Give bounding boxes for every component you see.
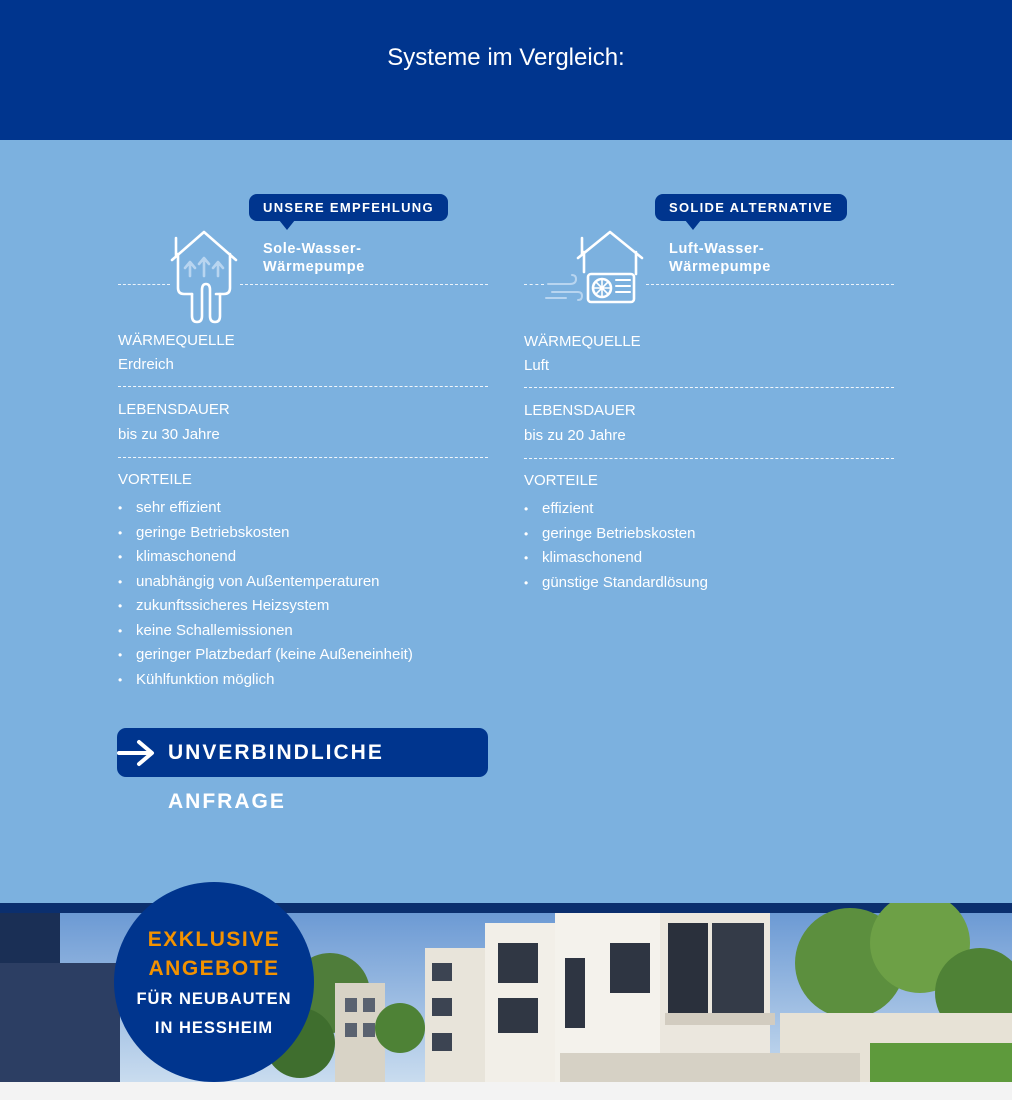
ground-heat-pump-house-icon bbox=[168, 228, 240, 335]
advantages-label: VORTEILE bbox=[118, 471, 192, 488]
list-item: • sehr effizient bbox=[118, 496, 413, 521]
list-item: • unabhängig von Außentemperaturen bbox=[118, 570, 413, 595]
air-heat-pump-house-icon bbox=[544, 228, 644, 313]
divider-dotted bbox=[524, 284, 544, 285]
list-item: • effizient bbox=[524, 497, 708, 522]
heat-source-label: WÄRMEQUELLE bbox=[524, 333, 641, 350]
promo-headline-line1: EXKLUSIVE bbox=[147, 928, 281, 951]
divider-dotted bbox=[118, 284, 170, 285]
page-title: Systeme im Vergleich: bbox=[387, 44, 625, 71]
divider-dotted bbox=[118, 457, 488, 458]
promo-subline-line2: IN HESSHEIM bbox=[154, 1019, 274, 1037]
list-item: • Kühlfunktion möglich bbox=[118, 668, 413, 693]
promo-badge[interactable] bbox=[114, 882, 314, 1082]
system-name: Luft-Wasser- Wärmepumpe bbox=[669, 241, 771, 275]
advantages-list bbox=[524, 497, 708, 595]
advantages-list bbox=[118, 496, 413, 692]
system-name: Sole-Wasser- Wärmepumpe bbox=[263, 241, 365, 275]
list-item: • zukunftssicheres Heizsystem bbox=[118, 594, 413, 619]
heat-source-value: Luft bbox=[524, 357, 550, 374]
list-item: • geringer Platzbedarf (keine Außeneinheit) bbox=[118, 643, 413, 668]
page-header bbox=[0, 0, 1012, 140]
lifespan-value: bis zu 20 Jahre bbox=[524, 427, 626, 444]
divider-dotted bbox=[118, 386, 488, 387]
lifespan-label: LEBENSDAUER bbox=[118, 401, 230, 418]
lifespan-label: LEBENSDAUER bbox=[524, 402, 636, 419]
list-item: • keine Schallemissionen bbox=[118, 619, 413, 644]
list-item: • klimaschonend bbox=[524, 546, 708, 571]
lifespan-value: bis zu 30 Jahre bbox=[118, 426, 220, 443]
alternative-badge: SOLIDE ALTERNATIVE bbox=[655, 194, 847, 221]
advantages-label: VORTEILE bbox=[524, 472, 598, 489]
list-item: • klimaschonend bbox=[118, 545, 413, 570]
arrow-right-icon bbox=[117, 739, 157, 772]
footer-strip bbox=[0, 1082, 1012, 1100]
heat-source-label: WÄRMEQUELLE bbox=[118, 332, 235, 349]
divider-dotted bbox=[524, 387, 894, 388]
divider-dotted bbox=[524, 458, 894, 459]
promo-headline-line2: ANGEBOTE bbox=[148, 957, 280, 980]
inquiry-button[interactable] bbox=[117, 728, 488, 813]
list-item: • günstige Standardlösung bbox=[524, 571, 708, 596]
divider-dotted bbox=[240, 284, 488, 285]
comparison-section bbox=[0, 140, 1012, 903]
heat-source-value: Erdreich bbox=[118, 356, 174, 373]
recommendation-badge: UNSERE EMPFEHLUNG bbox=[249, 194, 448, 221]
list-item: • geringe Betriebskosten bbox=[524, 522, 708, 547]
inquiry-button-label: UNVERBINDLICHE ANFRAGE bbox=[168, 741, 384, 813]
list-item: • geringe Betriebskosten bbox=[118, 521, 413, 546]
divider-dotted bbox=[646, 284, 894, 285]
promo-subline-line1: FÜR NEUBAUTEN bbox=[136, 990, 292, 1008]
